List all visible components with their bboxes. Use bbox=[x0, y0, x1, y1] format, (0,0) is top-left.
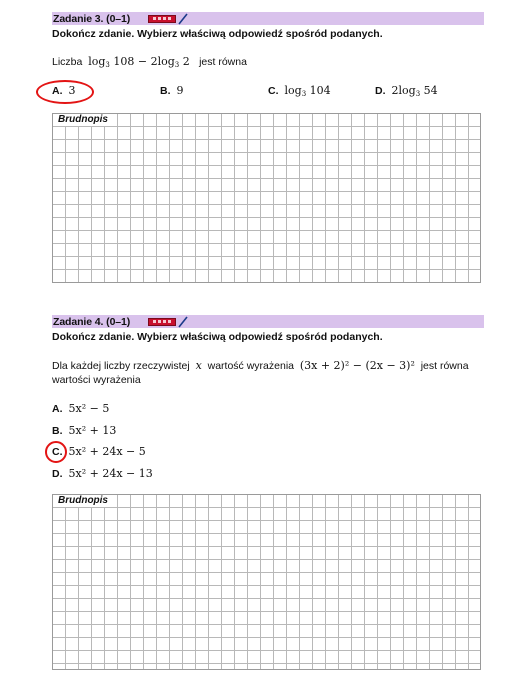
task3-option-c[interactable]: C. $\log_3 104$ bbox=[268, 84, 331, 98]
task4-option-d[interactable]: D. 5x² + 24x − 13 bbox=[52, 467, 153, 480]
task3-option-b[interactable]: B. 9 bbox=[160, 84, 184, 97]
answer-circle-task4 bbox=[45, 441, 67, 463]
task4-header bbox=[52, 315, 484, 328]
task3-header bbox=[52, 12, 484, 25]
task4-title: Zadanie 4. (0–1) bbox=[53, 315, 131, 328]
task3-option-a[interactable]: A. 3 bbox=[52, 84, 76, 97]
answer-circle-task3 bbox=[36, 80, 94, 104]
task3-question: Liczba $\log_3 108 - 2\log_3$ 2 jest równa bbox=[52, 55, 247, 69]
points-badge bbox=[148, 318, 176, 326]
task3-expression: $\log_3 108 - 2\log_3$ 2 bbox=[88, 55, 190, 69]
task3-title: Zadanie 3. (0–1) bbox=[53, 12, 131, 25]
task4-expression: (3x + 2)² − (2x − 3)² bbox=[299, 359, 415, 372]
task4-scratch-label: Brudnopis bbox=[58, 495, 108, 506]
task4-option-a[interactable]: A. 5x² − 5 bbox=[52, 402, 110, 415]
task4-instruction: Dokończ zdanie. Wybierz właściwą odpowiedź spośród podanych. bbox=[52, 331, 383, 343]
task4-question-line1: Dla każdej liczby rzeczywistej x wartość wyrażenia (3x + 2)² − (2x − 3)² jest równa bbox=[52, 359, 469, 372]
task4-scratch-grid[interactable] bbox=[52, 494, 481, 670]
points-badge bbox=[148, 15, 176, 23]
task4-option-c[interactable]: C. 5x² + 24x − 5 bbox=[52, 445, 146, 458]
task4-option-b[interactable]: B. 5x² + 13 bbox=[52, 424, 117, 437]
task3-scratch-label: Brudnopis bbox=[58, 114, 108, 125]
task3-option-d[interactable]: D. $2\log_3$ 54 bbox=[375, 84, 438, 98]
task3-instruction: Dokończ zdanie. Wybierz właściwą odpowiedź spośród podanych. bbox=[52, 28, 383, 40]
pen-icon bbox=[177, 13, 189, 25]
pen-icon bbox=[177, 316, 189, 328]
task4-question-line2: wartości wyrażenia bbox=[52, 374, 141, 386]
task3-scratch-grid[interactable] bbox=[52, 113, 481, 283]
